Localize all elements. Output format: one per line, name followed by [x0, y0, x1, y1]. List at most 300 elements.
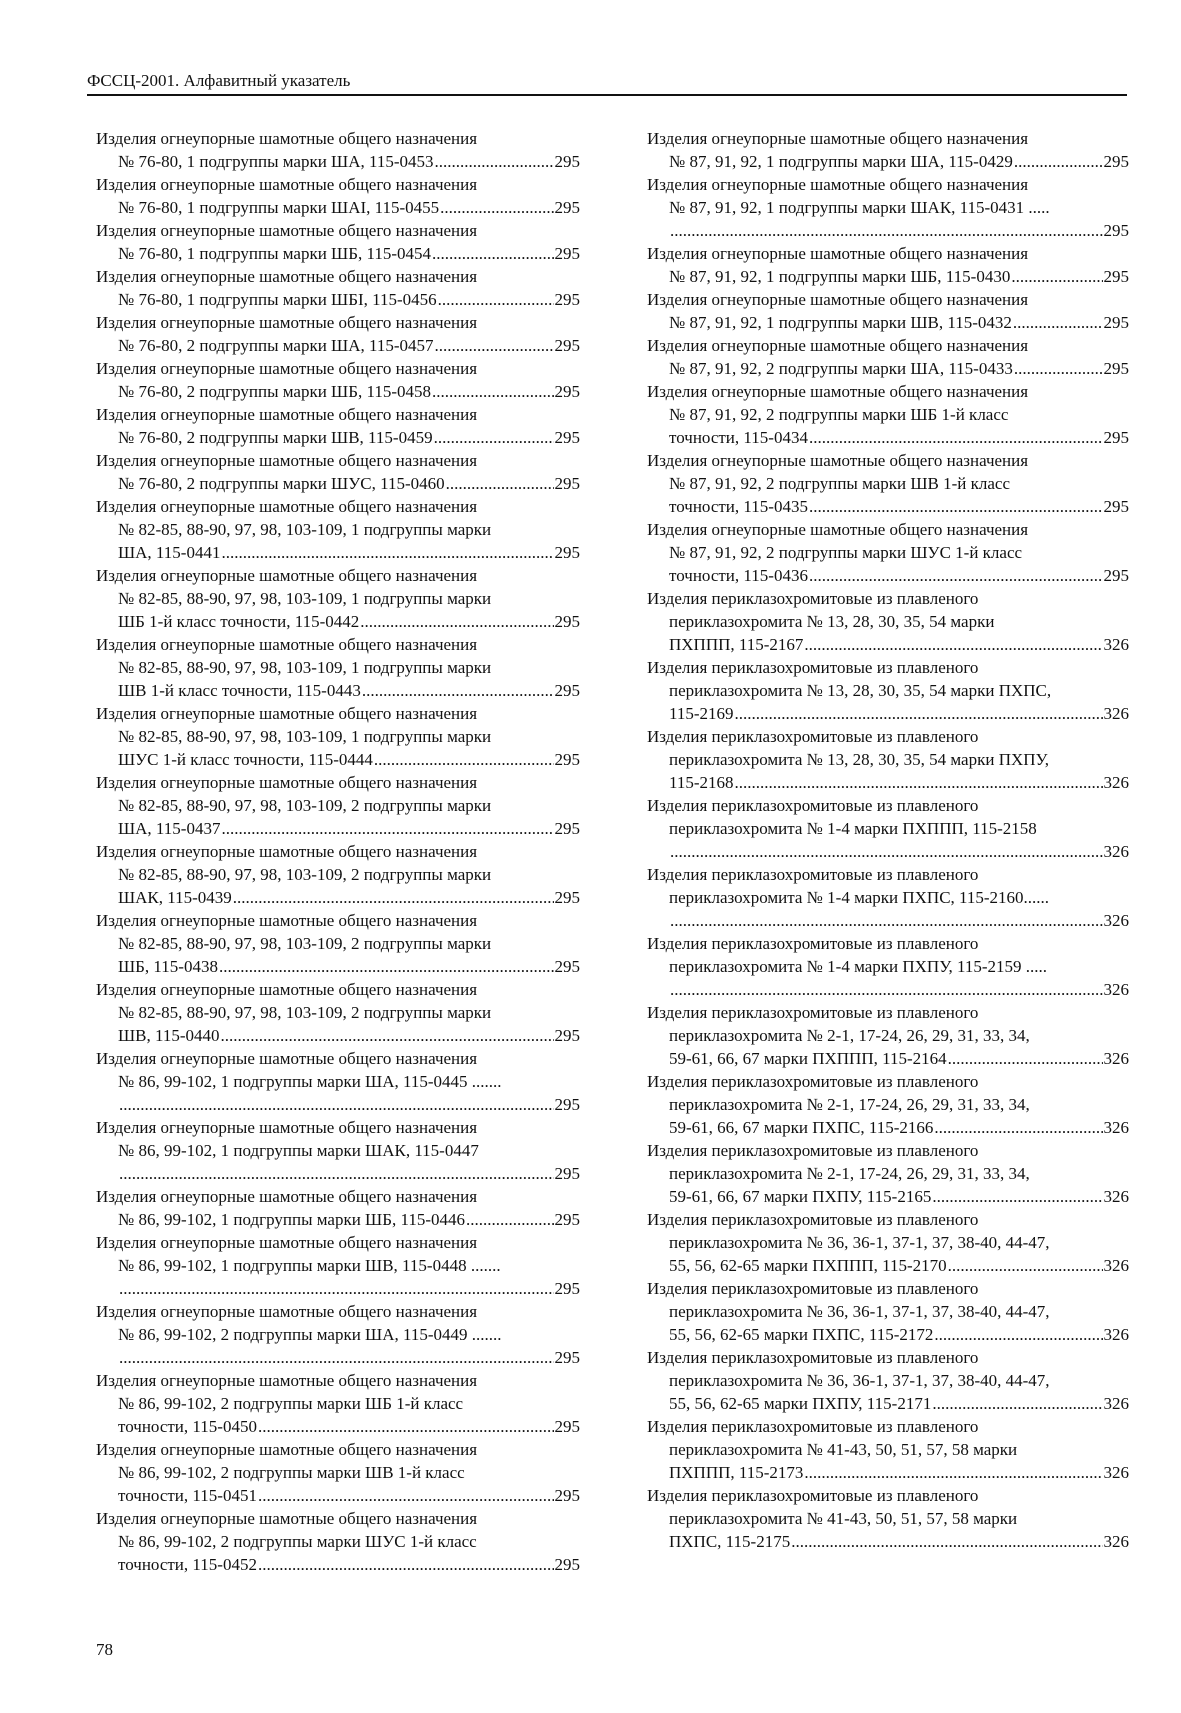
entry-text: ШВ, 115-0440	[118, 1026, 220, 1045]
entry-page-ref: 295	[554, 819, 580, 838]
dot-leader	[804, 633, 1102, 656]
index-entry	[96, 909, 580, 978]
entry-line: № 87, 91, 92, 2 подгруппы марки ШВ 1-й класс	[669, 474, 1011, 493]
entry-line: Изделия огнеупорные шамотные общего назначения	[96, 1509, 478, 1528]
dot-leader	[670, 909, 1103, 932]
entry-page-ref: 295	[1103, 267, 1129, 286]
entry-leader-line	[647, 564, 1129, 587]
entry-line: периклазохромита № 36, 36-1, 37-1, 37, 38-40, 44-47,	[669, 1371, 1050, 1390]
entry-line: № 82-85, 88-90, 97, 98, 103-109, 1 подгруппы марки	[118, 658, 492, 677]
entry-page-ref: 295	[554, 681, 580, 700]
entry-page-ref: 295	[1103, 152, 1129, 171]
index-entry	[96, 1438, 580, 1507]
index-entry	[647, 1415, 1129, 1484]
entry-line: № 87, 91, 92, 2 подгруппы марки ШУС 1-й класс	[669, 543, 1023, 562]
dot-leader	[360, 610, 553, 633]
index-entry	[96, 219, 580, 265]
entry-leader-line	[647, 702, 1129, 725]
entry-page-ref: 295	[554, 1417, 580, 1436]
dot-leader	[258, 1553, 554, 1576]
entry-line: Изделия огнеупорные шамотные общего назначения	[96, 1371, 478, 1390]
entry-line: № 86, 99-102, 2 подгруппы марки ША, 115-0449 .......	[118, 1325, 502, 1344]
index-entry	[96, 1300, 580, 1369]
entry-leader-line	[647, 909, 1129, 932]
entry-leader-line	[96, 1093, 580, 1116]
entry-leader-line	[647, 219, 1129, 242]
entry-page-ref: 326	[1103, 635, 1129, 654]
entry-text: № 76-80, 2 подгруппы марки ШВ, 115-0459	[118, 428, 433, 447]
entry-line: Изделия огнеупорные шамотные общего назначения	[96, 359, 478, 378]
entry-page-ref: 326	[1103, 1118, 1129, 1137]
dot-leader	[1011, 265, 1102, 288]
dot-leader	[435, 334, 554, 357]
entry-leader-line	[96, 426, 580, 449]
index-entry	[96, 265, 580, 311]
dot-leader	[258, 1415, 554, 1438]
entry-page-ref: 295	[554, 1095, 580, 1114]
entry-page-ref: 295	[1103, 428, 1129, 447]
dot-leader	[934, 1323, 1102, 1346]
entry-text: № 76-80, 1 подгруппы марки ШАІ, 115-0455	[118, 198, 440, 217]
dot-leader	[1014, 150, 1103, 173]
index-entry	[647, 587, 1129, 656]
entry-line: № 82-85, 88-90, 97, 98, 103-109, 1 подгруппы марки	[118, 727, 492, 746]
entry-text: ПХПС, 115-2175	[669, 1532, 791, 1551]
entry-page-ref: 295	[554, 1279, 580, 1298]
entry-page-ref: 295	[554, 1555, 580, 1574]
entry-page-ref: 295	[554, 543, 580, 562]
dot-leader	[948, 1254, 1103, 1277]
index-entry	[647, 1484, 1129, 1553]
dot-leader	[735, 702, 1103, 725]
entry-page-ref: 295	[554, 382, 580, 401]
entry-line: Изделия огнеупорные шамотные общего назначения	[96, 911, 478, 930]
entry-text: № 87, 91, 92, 1 подгруппы марки ШВ, 115-0432	[669, 313, 1012, 332]
dot-leader	[119, 1346, 554, 1369]
entry-line: Изделия периклазохромитовые из плавленого	[647, 934, 979, 953]
entry-line: Изделия огнеупорные шамотные общего назначения	[96, 451, 478, 470]
entry-line: Изделия огнеупорные шамотные общего назначения	[96, 1302, 478, 1321]
entry-line: периклазохромита № 36, 36-1, 37-1, 37, 38-40, 44-47,	[669, 1233, 1050, 1252]
index-entry	[647, 173, 1129, 242]
entry-leader-line	[96, 150, 580, 173]
entry-page-ref: 295	[1103, 313, 1129, 332]
entry-leader-line	[647, 1530, 1129, 1553]
index-entry	[96, 173, 580, 219]
entry-text: № 76-80, 1 подгруппы марки ША, 115-0453	[118, 152, 434, 171]
entry-text: № 86, 99-102, 1 подгруппы марки ШБ, 115-0446	[118, 1210, 465, 1229]
entry-leader-line	[647, 1461, 1129, 1484]
entry-leader-line	[647, 311, 1129, 334]
entry-page-ref: 295	[554, 152, 580, 171]
entry-line: Изделия огнеупорные шамотные общего назначения	[96, 635, 478, 654]
entry-line: Изделия огнеупорные шамотные общего назначения	[96, 129, 478, 148]
entry-leader-line	[647, 633, 1129, 656]
entry-line: Изделия огнеупорные шамотные общего назначения	[96, 842, 478, 861]
dot-leader	[670, 840, 1103, 863]
entry-text: 59-61, 66, 67 марки ПХПУ, 115-2165	[669, 1187, 932, 1206]
entry-leader-line	[96, 541, 580, 564]
entry-text: 55, 56, 62-65 марки ПХППП, 115-2170	[669, 1256, 947, 1275]
entry-line: Изделия огнеупорные шамотные общего назначения	[96, 980, 478, 999]
dot-leader	[435, 150, 554, 173]
index-entry	[96, 564, 580, 633]
entry-line: Изделия периклазохромитовые из плавленого	[647, 1348, 979, 1367]
entry-line: Изделия периклазохромитовые из плавленого	[647, 589, 979, 608]
entry-page-ref: 295	[554, 1210, 580, 1229]
entry-line: периклазохромита № 13, 28, 30, 35, 54 марки ПХПС,	[669, 681, 1052, 700]
entry-text: 55, 56, 62-65 марки ПХПС, 115-2172	[669, 1325, 934, 1344]
entry-line: Изделия огнеупорные шамотные общего назначения	[647, 129, 1029, 148]
entry-page-ref: 326	[1103, 1325, 1129, 1344]
index-entry	[96, 357, 580, 403]
entry-page-ref: 326	[1103, 1187, 1129, 1206]
entry-text: № 76-80, 2 подгруппы марки ШУС, 115-0460	[118, 474, 445, 493]
entry-text: 115-2168	[669, 773, 734, 792]
entry-text: 59-61, 66, 67 марки ПХППП, 115-2164	[669, 1049, 947, 1068]
index-entry	[647, 334, 1129, 380]
entry-line: периклазохромита № 2-1, 17-24, 26, 29, 31, 33, 34,	[669, 1164, 1030, 1183]
entry-line: № 82-85, 88-90, 97, 98, 103-109, 1 подгруппы марки	[118, 520, 492, 539]
dot-leader	[809, 564, 1103, 587]
entry-text: точности, 115-0451	[118, 1486, 257, 1505]
entry-line: Изделия периклазохромитовые из плавленого	[647, 1072, 979, 1091]
entry-leader-line	[96, 1415, 580, 1438]
dot-leader	[809, 426, 1103, 449]
entry-line: Изделия огнеупорные шамотные общего назначения	[96, 1187, 478, 1206]
entry-leader-line	[96, 679, 580, 702]
entry-page-ref: 326	[1103, 1394, 1129, 1413]
index-entry	[647, 1070, 1129, 1139]
entry-line: Изделия огнеупорные шамотные общего назначения	[96, 267, 478, 286]
entry-page-ref: 295	[554, 612, 580, 631]
dot-leader	[258, 1484, 554, 1507]
entry-leader-line	[96, 955, 580, 978]
entry-line: Изделия огнеупорные шамотные общего назначения	[647, 175, 1029, 194]
entry-text: ПХППП, 115-2173	[669, 1463, 804, 1482]
entry-leader-line	[647, 495, 1129, 518]
index-entry	[647, 518, 1129, 587]
entry-text: точности, 115-0435	[669, 497, 808, 516]
entry-line: № 82-85, 88-90, 97, 98, 103-109, 2 подгруппы марки	[118, 796, 492, 815]
entry-leader-line	[96, 196, 580, 219]
entry-page-ref: 326	[1103, 1532, 1129, 1551]
entry-line: периклазохромита № 2-1, 17-24, 26, 29, 31, 33, 34,	[669, 1095, 1030, 1114]
entry-page-ref: 326	[1103, 842, 1129, 861]
entry-page-ref: 295	[554, 1348, 580, 1367]
entry-line: № 82-85, 88-90, 97, 98, 103-109, 1 подгруппы марки	[118, 589, 492, 608]
entry-line: Изделия периклазохромитовые из плавленого	[647, 1210, 979, 1229]
dot-leader	[934, 1116, 1102, 1139]
entry-leader-line	[96, 1162, 580, 1185]
entry-text: № 87, 91, 92, 1 подгруппы марки ША, 115-0429	[669, 152, 1013, 171]
index-entry	[647, 1277, 1129, 1346]
index-entry	[96, 702, 580, 771]
entry-page-ref: 295	[554, 428, 580, 447]
entry-line: Изделия периклазохромитовые из плавленого	[647, 1417, 979, 1436]
entry-text: ША, 115-0437	[118, 819, 221, 838]
index-entry	[647, 794, 1129, 863]
entry-text: ШАК, 115-0439	[118, 888, 232, 907]
entry-page-ref: 295	[1103, 566, 1129, 585]
entry-line: Изделия периклазохромитовые из плавленого	[647, 727, 979, 746]
entry-line: Изделия периклазохромитовые из плавленого	[647, 796, 979, 815]
dot-leader	[219, 955, 554, 978]
entry-line: № 86, 99-102, 2 подгруппы марки ШВ 1-й класс	[118, 1463, 465, 1482]
entry-leader-line	[647, 1185, 1129, 1208]
entry-text: ШБ, 115-0438	[118, 957, 218, 976]
entry-leader-line	[96, 1484, 580, 1507]
index-entry	[647, 1139, 1129, 1208]
index-entry	[647, 380, 1129, 449]
index-entry	[647, 288, 1129, 334]
entry-leader-line	[96, 1208, 580, 1231]
entry-leader-line	[647, 978, 1129, 1001]
entry-page-ref: 326	[1103, 1256, 1129, 1275]
dot-leader	[809, 495, 1103, 518]
entry-line: периклазохромита № 1-4 марки ПХПС, 115-2160......	[669, 888, 1050, 907]
entry-leader-line	[96, 610, 580, 633]
entry-page-ref: 295	[554, 336, 580, 355]
entry-text: № 87, 91, 92, 2 подгруппы марки ША, 115-0433	[669, 359, 1013, 378]
entry-line: периклазохромита № 41-43, 50, 51, 57, 58 марки	[669, 1440, 1018, 1459]
entry-line: периклазохромита № 1-4 марки ПХПУ, 115-2159 .....	[669, 957, 1047, 976]
entry-leader-line	[96, 886, 580, 909]
entry-line: Изделия периклазохромитовые из плавленого	[647, 1279, 979, 1298]
dot-leader	[221, 541, 553, 564]
entry-line: Изделия периклазохромитовые из плавленого	[647, 865, 979, 884]
dot-leader	[440, 196, 553, 219]
entry-text: ШВ 1-й класс точности, 115-0443	[118, 681, 361, 700]
entry-leader-line	[647, 1116, 1129, 1139]
dot-leader	[1014, 357, 1103, 380]
dot-leader	[119, 1162, 554, 1185]
dot-leader	[932, 1392, 1102, 1415]
entry-leader-line	[647, 265, 1129, 288]
entry-line: Изделия огнеупорные шамотные общего назначения	[647, 290, 1029, 309]
entry-line: № 86, 99-102, 2 подгруппы марки ШБ 1-й класс	[118, 1394, 464, 1413]
entry-text: № 87, 91, 92, 1 подгруппы марки ШБ, 115-0430	[669, 267, 1011, 286]
entry-line: Изделия огнеупорные шамотные общего назначения	[96, 1118, 478, 1137]
index-entry	[96, 449, 580, 495]
entry-text: ШУС 1-й класс точности, 115-0444	[118, 750, 373, 769]
entry-line: № 82-85, 88-90, 97, 98, 103-109, 2 подгруппы марки	[118, 865, 492, 884]
index-entry	[96, 1116, 580, 1185]
index-entry	[647, 127, 1129, 173]
entry-line: Изделия огнеупорные шамотные общего назначения	[647, 520, 1029, 539]
dot-leader	[119, 1277, 554, 1300]
index-entry	[96, 978, 580, 1047]
dot-leader	[791, 1530, 1102, 1553]
index-entry	[647, 932, 1129, 1001]
index-entry	[96, 311, 580, 357]
index-column-right	[647, 127, 1129, 1553]
dot-leader	[1013, 311, 1103, 334]
entry-leader-line	[96, 334, 580, 357]
dot-leader	[948, 1047, 1103, 1070]
entry-line: Изделия периклазохромитовые из плавленого	[647, 1141, 979, 1160]
entry-page-ref: 295	[554, 1164, 580, 1183]
entry-leader-line	[647, 357, 1129, 380]
dot-leader	[221, 817, 553, 840]
entry-text: точности, 115-0452	[118, 1555, 257, 1574]
dot-leader	[466, 1208, 554, 1231]
entry-leader-line	[647, 1254, 1129, 1277]
entry-leader-line	[647, 840, 1129, 863]
entry-page-ref: 295	[554, 1486, 580, 1505]
entry-page-ref: 326	[1103, 1463, 1129, 1482]
dot-leader	[670, 978, 1103, 1001]
index-entry	[647, 863, 1129, 932]
dot-leader	[735, 771, 1103, 794]
index-column-left	[96, 127, 580, 1576]
entry-text: 115-2169	[669, 704, 734, 723]
entry-page-ref: 295	[554, 750, 580, 769]
entry-line: Изделия периклазохромитовые из плавленого	[647, 658, 979, 677]
entry-leader-line	[647, 1323, 1129, 1346]
entry-leader-line	[96, 472, 580, 495]
entry-leader-line	[96, 380, 580, 403]
dot-leader	[432, 380, 554, 403]
entry-line: Изделия огнеупорные шамотные общего назначения	[96, 1233, 478, 1252]
entry-text: точности, 115-0434	[669, 428, 808, 447]
index-entry	[96, 1369, 580, 1438]
index-entry	[647, 656, 1129, 725]
entry-text: ШБ 1-й класс точности, 115-0442	[118, 612, 360, 631]
entry-line: Изделия огнеупорные шамотные общего назначения	[96, 704, 478, 723]
entry-leader-line	[647, 771, 1129, 794]
entry-line: Изделия огнеупорные шамотные общего назначения	[647, 451, 1029, 470]
entry-line: Изделия огнеупорные шамотные общего назначения	[96, 497, 478, 516]
entry-leader-line	[647, 426, 1129, 449]
entry-leader-line	[96, 288, 580, 311]
index-entry	[96, 403, 580, 449]
dot-leader	[670, 219, 1103, 242]
entry-text: № 76-80, 2 подгруппы марки ША, 115-0457	[118, 336, 434, 355]
dot-leader	[374, 748, 554, 771]
index-entry	[96, 840, 580, 909]
entry-line: № 82-85, 88-90, 97, 98, 103-109, 2 подгруппы марки	[118, 1003, 492, 1022]
entry-line: № 86, 99-102, 1 подгруппы марки ШВ, 115-0448 .......	[118, 1256, 501, 1275]
entry-line: Изделия огнеупорные шамотные общего назначения	[96, 175, 478, 194]
entry-line: Изделия огнеупорные шамотные общего назначения	[96, 566, 478, 585]
entry-page-ref: 295	[1103, 497, 1129, 516]
index-entry	[96, 495, 580, 564]
dot-leader	[362, 679, 554, 702]
entry-text: точности, 115-0436	[669, 566, 808, 585]
entry-leader-line	[96, 1553, 580, 1576]
entry-text: № 76-80, 1 подгруппы марки ШБІ, 115-0456	[118, 290, 437, 309]
dot-leader	[233, 886, 554, 909]
entry-page-ref: 295	[1103, 359, 1129, 378]
entry-page-ref: 295	[554, 290, 580, 309]
entry-line: периклазохромита № 1-4 марки ПХППП, 115-2158	[669, 819, 1037, 838]
entry-line: Изделия периклазохромитовые из плавленого	[647, 1003, 979, 1022]
index-entry	[647, 242, 1129, 288]
entry-leader-line	[96, 817, 580, 840]
dot-leader	[438, 288, 554, 311]
entry-line: Изделия огнеупорные шамотные общего назначения	[96, 1440, 478, 1459]
entry-leader-line	[96, 748, 580, 771]
entry-text: 55, 56, 62-65 марки ПХПУ, 115-2171	[669, 1394, 932, 1413]
entry-line: Изделия периклазохромитовые из плавленого	[647, 1486, 979, 1505]
entry-text: точности, 115-0450	[118, 1417, 257, 1436]
index-entry	[647, 1001, 1129, 1070]
entry-page-ref: 295	[554, 198, 580, 217]
page-header	[87, 70, 1127, 96]
index-entry	[647, 449, 1129, 518]
entry-line: Изделия огнеупорные шамотные общего назначения	[96, 405, 478, 424]
entry-text: 59-61, 66, 67 марки ПХПС, 115-2166	[669, 1118, 934, 1137]
entry-page-ref: 326	[1103, 773, 1129, 792]
entry-page-ref: 295	[554, 244, 580, 263]
entry-line: периклазохромита № 36, 36-1, 37-1, 37, 38-40, 44-47,	[669, 1302, 1050, 1321]
entry-leader-line	[96, 1277, 580, 1300]
entry-text: № 76-80, 1 подгруппы марки ШБ, 115-0454	[118, 244, 431, 263]
entry-line: № 86, 99-102, 1 подгруппы марки ША, 115-0445 .......	[118, 1072, 502, 1091]
entry-page-ref: 295	[554, 1026, 580, 1045]
entry-leader-line	[96, 1024, 580, 1047]
entry-line: Изделия огнеупорные шамотные общего назначения	[96, 1049, 478, 1068]
dot-leader	[434, 426, 554, 449]
entry-line: Изделия огнеупорные шамотные общего назначения	[647, 336, 1029, 355]
dot-leader	[446, 472, 554, 495]
entry-text: ПХППП, 115-2167	[669, 635, 804, 654]
entry-line: Изделия огнеупорные шамотные общего назначения	[96, 221, 478, 240]
index-entry	[96, 771, 580, 840]
entry-leader-line	[647, 1392, 1129, 1415]
entry-page-ref: 326	[1103, 911, 1129, 930]
entry-line: № 82-85, 88-90, 97, 98, 103-109, 2 подгруппы марки	[118, 934, 492, 953]
header-title: ФССЦ-2001. Алфавитный указатель	[87, 71, 351, 90]
entry-page-ref: 326	[1103, 1049, 1129, 1068]
entry-leader-line	[96, 242, 580, 265]
entry-leader-line	[647, 1047, 1129, 1070]
index-entry	[96, 1507, 580, 1576]
entry-page-ref: 295	[1103, 221, 1129, 240]
index-entry	[647, 1208, 1129, 1277]
index-entry	[647, 725, 1129, 794]
entry-page-ref: 295	[554, 474, 580, 493]
dot-leader	[119, 1093, 554, 1116]
entry-line: Изделия огнеупорные шамотные общего назначения	[647, 244, 1029, 263]
entry-line: Изделия огнеупорные шамотные общего назначения	[647, 382, 1029, 401]
entry-page-ref: 295	[554, 888, 580, 907]
entry-leader-line	[647, 150, 1129, 173]
index-entry	[96, 127, 580, 173]
dot-leader	[221, 1024, 554, 1047]
entry-line: Изделия огнеупорные шамотные общего назначения	[96, 773, 478, 792]
entry-line: периклазохромита № 41-43, 50, 51, 57, 58 марки	[669, 1509, 1018, 1528]
index-entry	[647, 1346, 1129, 1415]
index-entry	[96, 1047, 580, 1116]
page-number: 78	[96, 1640, 113, 1659]
entry-page-ref: 295	[554, 957, 580, 976]
entry-line: периклазохромита № 13, 28, 30, 35, 54 марки	[669, 612, 995, 631]
entry-line: № 87, 91, 92, 1 подгруппы марки ШАК, 115-0431 .....	[669, 198, 1050, 217]
index-entry	[96, 1185, 580, 1231]
index-entry	[96, 1231, 580, 1300]
entry-page-ref: 326	[1103, 980, 1129, 999]
entry-line: периклазохромита № 2-1, 17-24, 26, 29, 31, 33, 34,	[669, 1026, 1030, 1045]
entry-page-ref: 326	[1103, 704, 1129, 723]
entry-line: № 86, 99-102, 1 подгруппы марки ШАК, 115-0447	[118, 1141, 479, 1160]
entry-line: периклазохромита № 13, 28, 30, 35, 54 марки ПХПУ,	[669, 750, 1050, 769]
dot-leader	[932, 1185, 1102, 1208]
dot-leader	[804, 1461, 1102, 1484]
entry-line: № 87, 91, 92, 2 подгруппы марки ШБ 1-й класс	[669, 405, 1009, 424]
entry-line: Изделия огнеупорные шамотные общего назначения	[96, 313, 478, 332]
